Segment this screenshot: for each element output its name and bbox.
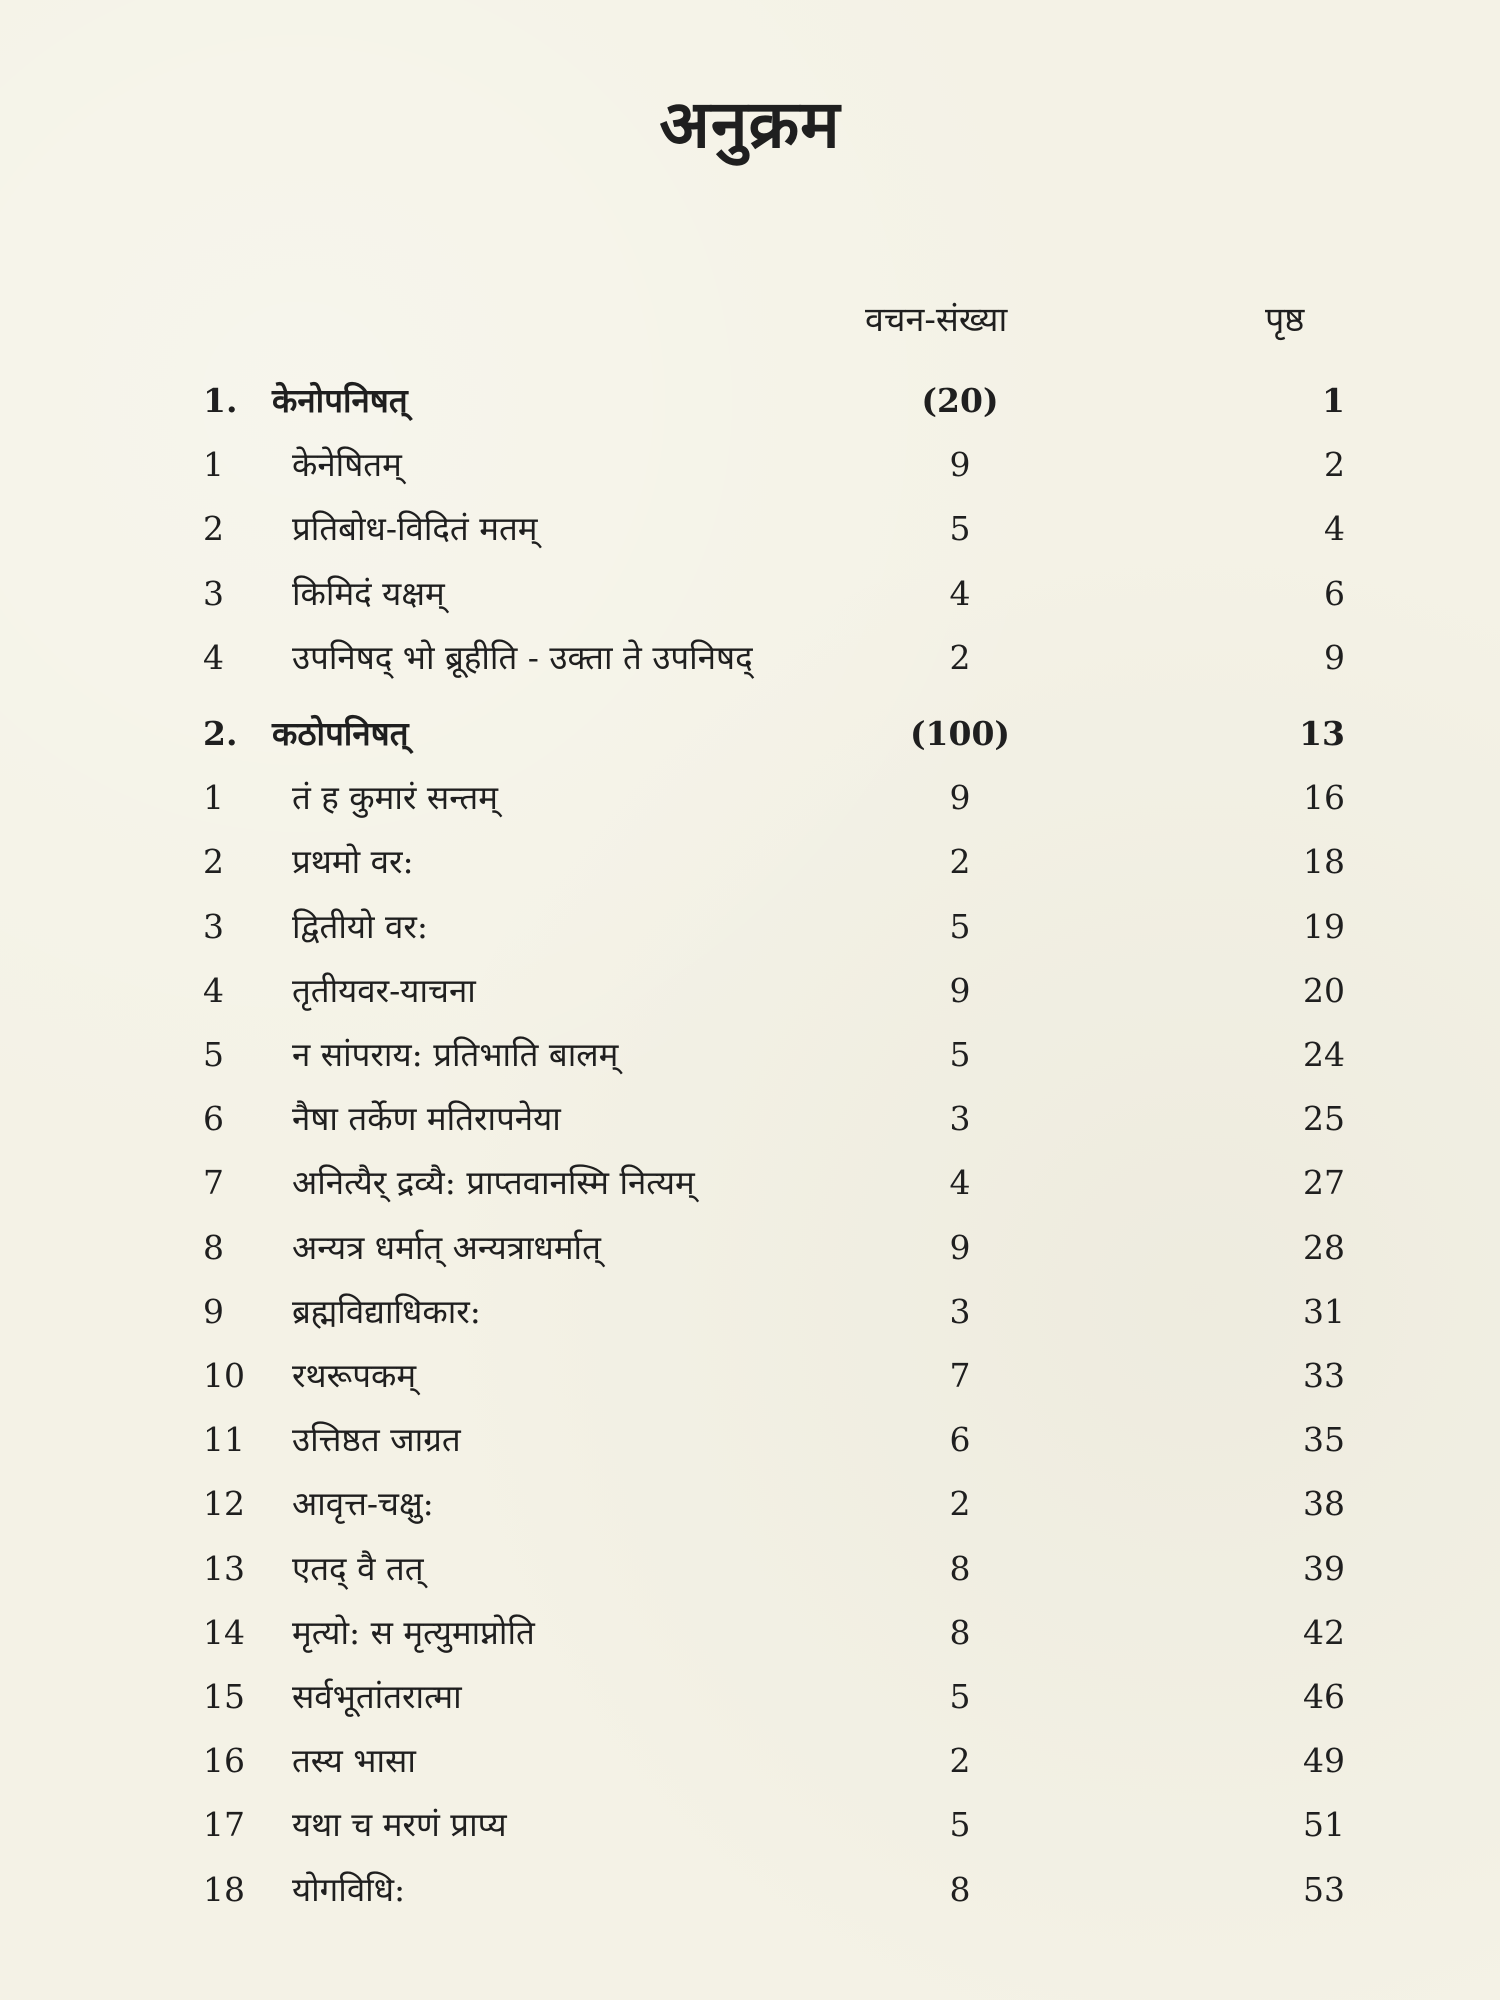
verse-count: 9 xyxy=(949,445,971,485)
entry-number: 2 xyxy=(203,842,224,882)
section-row xyxy=(0,708,1500,760)
page-number: 18 xyxy=(1303,842,1345,882)
entry-title: उपनिषद् भो ब्रूहीति - उक्ता ते उपनिषद् xyxy=(292,637,753,677)
entry-number: 1 xyxy=(203,445,224,485)
entry-number: 6 xyxy=(203,1099,224,1139)
verse-count: 2 xyxy=(949,1484,971,1524)
entry-number: 16 xyxy=(203,1741,245,1781)
verse-count: 5 xyxy=(949,906,971,946)
entry-title: उत्तिष्ठत जाग्रत xyxy=(292,1420,461,1460)
entry-row xyxy=(0,1093,1500,1145)
verse-count: 5 xyxy=(949,1035,971,1074)
section-title: केनोपनिषत् xyxy=(272,381,408,420)
entry-row xyxy=(0,772,1500,824)
verse-count: 9 xyxy=(949,970,971,1010)
page-number: 9 xyxy=(1324,637,1345,677)
page-number: 13 xyxy=(1299,714,1345,753)
page-number: 4 xyxy=(1324,509,1345,549)
column-header-row xyxy=(0,295,1500,355)
verse-count: 9 xyxy=(949,778,971,818)
entry-title: मृत्यो: स मृत्युमाप्नोति xyxy=(292,1612,535,1652)
verse-count: 7 xyxy=(949,1356,971,1395)
page-number: 51 xyxy=(1303,1805,1345,1845)
verse-count: 4 xyxy=(949,1163,971,1203)
page-number: 24 xyxy=(1303,1035,1345,1074)
entry-row xyxy=(0,1350,1500,1402)
section-title: कठोपनिषत् xyxy=(272,714,409,753)
entry-row xyxy=(0,1607,1500,1659)
page-number: 33 xyxy=(1303,1356,1345,1395)
entry-row xyxy=(0,1864,1500,1916)
entry-title: नैषा तर्केण मतिरापनेया xyxy=(292,1099,561,1139)
verse-count: 8 xyxy=(949,1548,971,1588)
entry-number: 18 xyxy=(203,1869,245,1909)
entry-title: प्रथमो वर: xyxy=(292,842,414,882)
entry-number: 15 xyxy=(203,1677,245,1716)
entry-row xyxy=(0,503,1500,555)
entry-row xyxy=(0,836,1500,888)
verse-count: 2 xyxy=(949,1741,971,1781)
entry-number: 13 xyxy=(203,1548,245,1588)
verse-count: 2 xyxy=(949,637,971,677)
page-number: 31 xyxy=(1303,1291,1345,1331)
entry-row xyxy=(0,1157,1500,1209)
entry-number: 17 xyxy=(203,1805,245,1845)
entry-title: योगविधि: xyxy=(292,1869,406,1909)
page-number: 53 xyxy=(1303,1869,1345,1909)
page-number: 28 xyxy=(1303,1227,1345,1267)
section-number: 2. xyxy=(203,714,238,753)
entry-number: 3 xyxy=(203,906,224,946)
entry-row xyxy=(0,1671,1500,1723)
entry-number: 5 xyxy=(203,1035,224,1074)
page-number: 25 xyxy=(1303,1099,1345,1139)
entry-row xyxy=(0,1286,1500,1338)
entry-title: तं ह कुमारं सन्तम् xyxy=(292,778,498,818)
page-number: 42 xyxy=(1303,1612,1345,1652)
page-number: 27 xyxy=(1303,1163,1345,1203)
entry-number: 4 xyxy=(203,970,224,1010)
entry-row xyxy=(0,1414,1500,1466)
page-number: 2 xyxy=(1324,445,1345,485)
page-number: 16 xyxy=(1303,778,1345,818)
page-number: 39 xyxy=(1303,1548,1345,1588)
entry-number: 10 xyxy=(203,1356,245,1395)
verse-count: 3 xyxy=(949,1291,971,1331)
entry-number: 4 xyxy=(203,637,224,677)
verse-count: 6 xyxy=(949,1420,971,1460)
verse-count: 3 xyxy=(949,1099,971,1139)
entry-row xyxy=(0,1029,1500,1081)
page-number: 19 xyxy=(1303,906,1345,946)
entry-row xyxy=(0,1222,1500,1274)
entry-number: 8 xyxy=(203,1227,224,1267)
entry-title: न सांपराय: प्रतिभाति बालम् xyxy=(292,1035,619,1074)
entry-title: यथा च मरणं प्राप्य xyxy=(292,1805,507,1845)
column-header-page: पृष्ठ xyxy=(1265,300,1305,340)
column-header-count: वचन-संख्या xyxy=(865,300,1008,340)
entry-row xyxy=(0,439,1500,491)
page-number: 6 xyxy=(1324,573,1345,613)
entry-title: केनेषितम् xyxy=(292,445,402,485)
section-number: 1. xyxy=(203,381,238,420)
verse-count: 8 xyxy=(949,1612,971,1652)
entry-number: 14 xyxy=(203,1612,245,1652)
entry-title: किमिदं यक्षम् xyxy=(292,573,445,613)
verse-count: (100) xyxy=(909,714,1011,753)
entry-row xyxy=(0,1543,1500,1595)
verse-count: 5 xyxy=(949,509,971,549)
page-number: 20 xyxy=(1303,970,1345,1010)
page-number: 46 xyxy=(1303,1677,1345,1716)
entry-title: तृतीयवर-याचना xyxy=(292,970,476,1010)
entry-title: द्वितीयो वर: xyxy=(292,906,429,946)
entry-row xyxy=(0,568,1500,620)
entry-number: 12 xyxy=(203,1484,245,1524)
verse-count: 9 xyxy=(949,1227,971,1267)
page-number: 38 xyxy=(1303,1484,1345,1524)
entry-row xyxy=(0,1799,1500,1851)
entry-title: अन्यत्र धर्मात् अन्यत्राधर्मात् xyxy=(292,1227,601,1267)
entry-number: 11 xyxy=(203,1420,245,1460)
section-row xyxy=(0,375,1500,427)
entry-title: ब्रह्मविद्याधिकार: xyxy=(292,1291,481,1331)
entry-number: 3 xyxy=(203,573,224,613)
entry-title: रथरूपकम् xyxy=(292,1356,417,1395)
page-number: 49 xyxy=(1303,1741,1345,1781)
entry-title: तस्य भासा xyxy=(292,1741,416,1781)
entry-title: अनित्यैर् द्रव्यै: प्राप्तवानस्मि नित्यम् xyxy=(292,1163,695,1203)
entry-number: 9 xyxy=(203,1291,224,1331)
entry-title: एतद् वै तत् xyxy=(292,1548,424,1588)
entry-number: 1 xyxy=(203,778,224,818)
entry-row xyxy=(0,632,1500,684)
entry-row xyxy=(0,965,1500,1017)
page-title: अनुक्रम xyxy=(659,85,841,163)
entry-number: 7 xyxy=(203,1163,224,1203)
entry-row xyxy=(0,1735,1500,1787)
page-number: 35 xyxy=(1303,1420,1345,1460)
entry-row xyxy=(0,1478,1500,1530)
verse-count: (20) xyxy=(921,381,999,420)
verse-count: 4 xyxy=(949,573,971,613)
verse-count: 5 xyxy=(949,1805,971,1845)
page-number: 1 xyxy=(1322,381,1345,420)
verse-count: 8 xyxy=(949,1869,971,1909)
entry-title: आवृत्त-चक्षु: xyxy=(292,1484,434,1524)
entry-title: सर्वभूतांतरात्मा xyxy=(292,1677,462,1716)
entry-number: 2 xyxy=(203,509,224,549)
entry-title: प्रतिबोध-विदितं मतम् xyxy=(292,509,538,549)
verse-count: 5 xyxy=(949,1677,971,1716)
entry-row xyxy=(0,901,1500,953)
verse-count: 2 xyxy=(949,842,971,882)
